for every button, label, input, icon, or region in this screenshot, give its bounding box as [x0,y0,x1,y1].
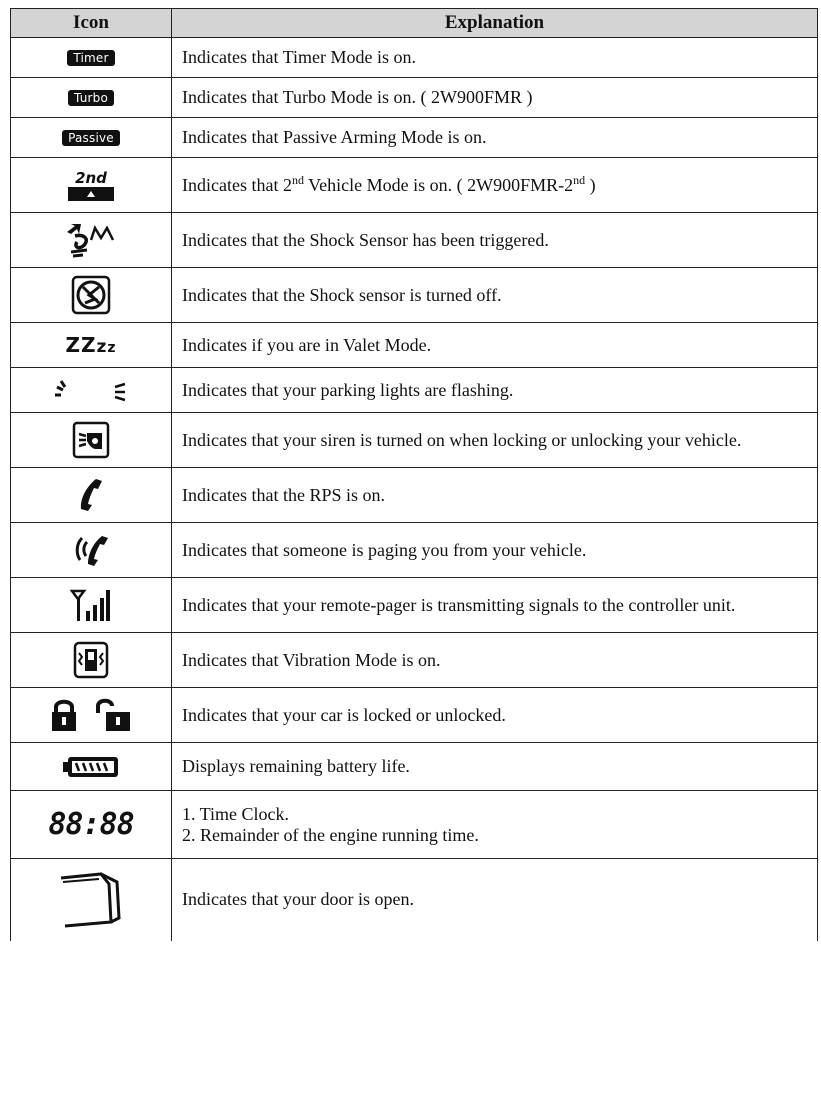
table-row [11,268,818,323]
zzz-letter: z [96,337,108,357]
signal-antenna-icon [70,587,112,623]
explanation-cell: Indicates that your door is open. [172,859,818,941]
icon-cell [11,213,172,268]
table-row [11,38,818,78]
explanation-cell: Indicates that Turbo Mode is on. ( 2W900FMR ) [172,78,818,118]
passive-badge-icon: Passive [62,130,120,146]
table-row [11,158,818,213]
shock-triggered-icon [61,220,121,260]
icon-cell [11,688,172,743]
door-open-icon [55,870,127,930]
explanation-cell: Indicates that the Shock sensor is turned off. [172,268,818,323]
vibration-icon [73,641,109,679]
table-row [11,213,818,268]
parking-lights-icon [51,375,131,405]
explanation-cell: Indicates that Passive Arming Mode is on. [172,118,818,158]
explanation-cell: Indicates that someone is paging you from your vehicle. [172,523,818,578]
clock-digits-icon: 88:88 [48,807,134,842]
icon-cell [11,268,172,323]
table-row [11,413,818,468]
table-row [11,523,818,578]
timer-badge-icon: Timer [67,50,114,66]
icon-cell [11,791,172,859]
siren-icon [72,421,110,459]
second-vehicle-label: 2nd [75,168,107,187]
superscript-nd: nd [291,172,304,187]
explanation-cell: Indicates that your siren is turned on when locking or unlocking your vehicle. [172,413,818,468]
zzz-letter: Z [65,333,81,357]
icon-cell [11,633,172,688]
table-row [11,78,818,118]
superscript-nd: nd [573,172,586,187]
table-row [11,323,818,368]
icon-cell [11,38,172,78]
icon-cell [11,413,172,468]
table-row [11,791,818,859]
turbo-badge-icon: Turbo [68,90,114,106]
lock-unlock-icon [48,697,134,733]
icon-cell [11,118,172,158]
icon-cell [11,578,172,633]
explanation-line: 1. Time Clock. [182,803,290,824]
table-row [11,368,818,413]
second-vehicle-icon [68,170,114,201]
zzz-letter: z [107,340,117,356]
zzz-letter: Z [80,333,97,357]
table-row [11,859,818,941]
table-row [11,743,818,791]
paging-phone-icon [68,532,114,568]
valet-zzz-icon [65,333,116,357]
explanation-cell: Indicates if you are in Valet Mode. [172,323,818,368]
explanation-cell: Indicates that Vibration Mode is on. [172,633,818,688]
explanation-cell: Indicates that the RPS is on. [172,468,818,523]
icon-column-header: Icon [11,9,172,38]
icon-cell [11,323,172,368]
icon-cell [11,78,172,118]
explanation-column-header: Explanation [172,9,818,38]
explanation-cell: Indicates that your remote-pager is transmitting signals to the controller unit. [172,578,818,633]
icon-cell [11,368,172,413]
explanation-cell: Indicates that the Shock Sensor has been triggered. [172,213,818,268]
explanation-cell [172,158,818,213]
icon-cell [11,523,172,578]
second-vehicle-bar [68,187,114,201]
icon-explanation-table [10,8,818,941]
shock-off-icon [71,275,111,315]
explanation-cell: Indicates that Timer Mode is on. [172,38,818,78]
explanation-text: ) [585,174,596,195]
table-row [11,578,818,633]
explanation-text: Indicates that 2 [182,174,292,195]
explanation-text: Vehicle Mode is on. ( 2W900FMR-2 [303,174,574,195]
explanation-cell [172,791,818,859]
icon-cell [11,468,172,523]
icon-cell [11,743,172,791]
icon-cell [11,859,172,941]
phone-icon [76,477,106,513]
table-row [11,688,818,743]
table-row [11,633,818,688]
battery-icon [62,755,120,779]
icon-cell [11,158,172,213]
explanation-cell: Indicates that your car is locked or unlocked. [172,688,818,743]
icon-table [10,8,818,941]
table-row [11,118,818,158]
table-header-row [11,9,818,38]
explanation-cell: Displays remaining battery life. [172,743,818,791]
explanation-cell: Indicates that your parking lights are flashing. [172,368,818,413]
explanation-line: 2. Remainder of the engine running time. [182,824,479,845]
table-row [11,468,818,523]
